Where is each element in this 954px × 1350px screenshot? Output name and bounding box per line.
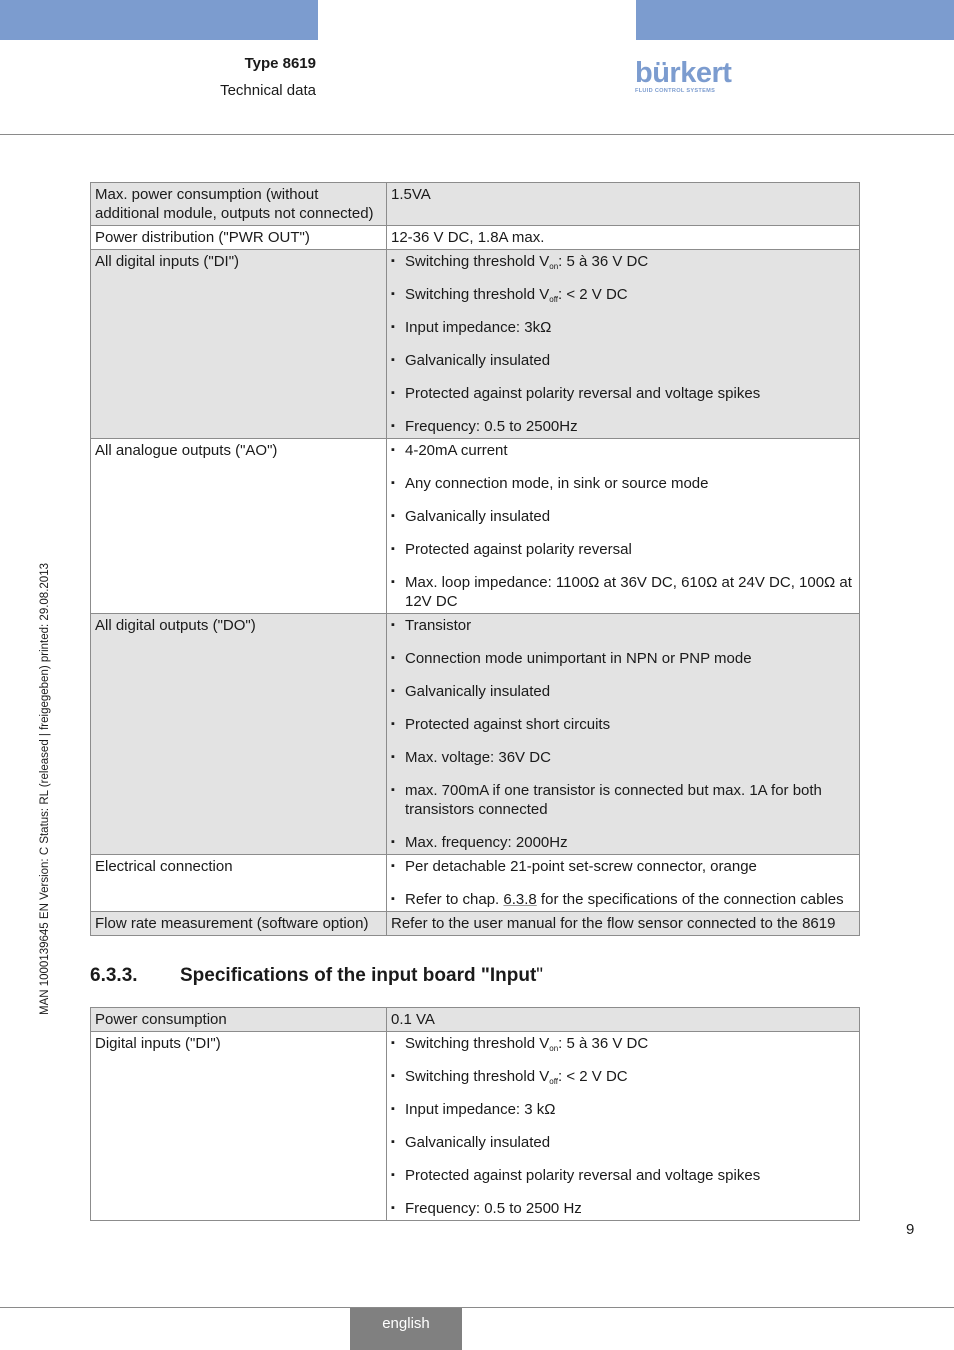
row-value: 0.1 VA bbox=[387, 1008, 860, 1032]
row-label: Power consumption bbox=[91, 1008, 387, 1032]
bullet-list bbox=[391, 616, 855, 852]
table-row bbox=[91, 250, 860, 439]
row-label: Max. power consumption (without additional module, outputs not connected) bbox=[91, 183, 387, 226]
input-board-table bbox=[90, 1007, 860, 1221]
bullet-list bbox=[391, 441, 855, 611]
list-item: ▪ Protected against polarity reversal and voltage spikes bbox=[391, 384, 855, 403]
table-row bbox=[91, 614, 860, 855]
list-item: ▪ Frequency: 0.5 to 2500 Hz bbox=[391, 1199, 855, 1218]
table-row bbox=[91, 183, 860, 226]
list-item: ▪ Frequency: 0.5 to 2500Hz bbox=[391, 417, 855, 436]
header-divider bbox=[0, 134, 954, 135]
row-label: Digital inputs ("DI") bbox=[91, 1032, 387, 1221]
table-row bbox=[91, 1008, 860, 1032]
list-item: ▪ Transistor bbox=[391, 616, 855, 635]
table-row bbox=[91, 1032, 860, 1221]
logo-tagline: FLUID CONTROL SYSTEMS bbox=[635, 88, 716, 94]
list-item: ▪ Galvanically insulated bbox=[391, 507, 855, 526]
table-row bbox=[91, 439, 860, 614]
header-band-right bbox=[636, 0, 954, 40]
table-row bbox=[91, 855, 860, 912]
list-item: ▪ Galvanically insulated bbox=[391, 1133, 855, 1152]
electrical-data-table bbox=[90, 182, 860, 936]
chapter-link[interactable]: 6.3.8 bbox=[503, 891, 537, 908]
table-row bbox=[91, 226, 860, 250]
list-item: ▪ Switching threshold $V_{on}$: 5 à 36 V DC bbox=[391, 252, 855, 271]
row-value: Refer to the user manual for the flow sensor connected to the 8619 bbox=[387, 912, 860, 936]
list-item: ▪ Connection mode unimportant in NPN or PNP mode bbox=[391, 649, 855, 668]
page-number: 9 bbox=[906, 1221, 915, 1238]
logo-wordmark: bürkert bbox=[635, 57, 732, 89]
row-value bbox=[387, 439, 860, 614]
row-value bbox=[387, 855, 860, 912]
row-label: All analogue outputs ("AO") bbox=[91, 439, 387, 614]
list-item: ▪ Switching threshold $V_{on}$: 5 à 36 V DC bbox=[391, 1034, 855, 1053]
list-item: ▪ max. 700mA if one transistor is connected but max. 1A for both transistors connected bbox=[391, 781, 855, 819]
list-item: ▪ Switching threshold $V_{off}$: < 2 V DC bbox=[391, 1067, 855, 1086]
document-section: Technical data bbox=[220, 82, 316, 99]
row-value bbox=[387, 614, 860, 855]
list-item: ▪ Max. loop impedance: 1100Ω at 36V DC, 610Ω at 24V DC, 100Ω at 12V DC bbox=[391, 573, 855, 611]
bullet-list bbox=[391, 857, 855, 909]
bullet-list bbox=[391, 1034, 855, 1218]
list-item: ▪ Input impedance: 3 kΩ bbox=[391, 1100, 855, 1119]
list-item: ▪ Galvanically insulated bbox=[391, 682, 855, 701]
table-row bbox=[91, 912, 860, 936]
list-item: ▪ Input impedance: 3kΩ bbox=[391, 318, 855, 337]
section-heading bbox=[90, 965, 543, 987]
row-value: 1.5VA bbox=[387, 183, 860, 226]
row-label: Electrical connection bbox=[91, 855, 387, 912]
row-label: All digital outputs ("DO") bbox=[91, 614, 387, 855]
row-value bbox=[387, 1032, 860, 1221]
list-item: ▪ Protected against polarity reversal bbox=[391, 540, 855, 559]
document-type: Type 8619 bbox=[244, 55, 316, 72]
list-item: ▪ Protected against short circuits bbox=[391, 715, 855, 734]
row-value: 12-36 V DC, 1.8A max. bbox=[387, 226, 860, 250]
list-item: ▪ Any connection mode, in sink or source mode bbox=[391, 474, 855, 493]
document-meta-vertical: MAN 1000139645 EN Version: C Status: RL (released | freigegeben) printed: 29.08.2013 bbox=[39, 563, 51, 1015]
list-item: ▪ Per detachable 21-point set-screw connector, orange bbox=[391, 857, 855, 876]
row-label: All digital inputs ("DI") bbox=[91, 250, 387, 439]
list-item: ▪ Max. voltage: 36V DC bbox=[391, 748, 855, 767]
bullet-list bbox=[391, 252, 855, 436]
row-label: Flow rate measurement (software option) bbox=[91, 912, 387, 936]
language-tab: english bbox=[350, 1308, 462, 1350]
list-item: ▪ Protected against polarity reversal and voltage spikes bbox=[391, 1166, 855, 1185]
list-item: ▪ 4-20mA current bbox=[391, 441, 855, 460]
list-item: ▪ Switching threshold $V_{off}$: < 2 V DC bbox=[391, 285, 855, 304]
list-item: ▪ Galvanically insulated bbox=[391, 351, 855, 370]
row-label: Power distribution ("PWR OUT") bbox=[91, 226, 387, 250]
row-value bbox=[387, 250, 860, 439]
section-title: Specifications of the input board "Input" bbox=[180, 965, 544, 986]
footer-divider bbox=[0, 1307, 954, 1308]
list-item: ▪ Max. frequency: 2000Hz bbox=[391, 833, 855, 852]
burkert-logo bbox=[635, 58, 735, 94]
section-number: 6.3.3. bbox=[90, 965, 138, 986]
header-band-left bbox=[0, 0, 318, 40]
list-item: ▪ Refer to chap. 6.3.8 for the specifications of the connection cables bbox=[391, 890, 855, 909]
